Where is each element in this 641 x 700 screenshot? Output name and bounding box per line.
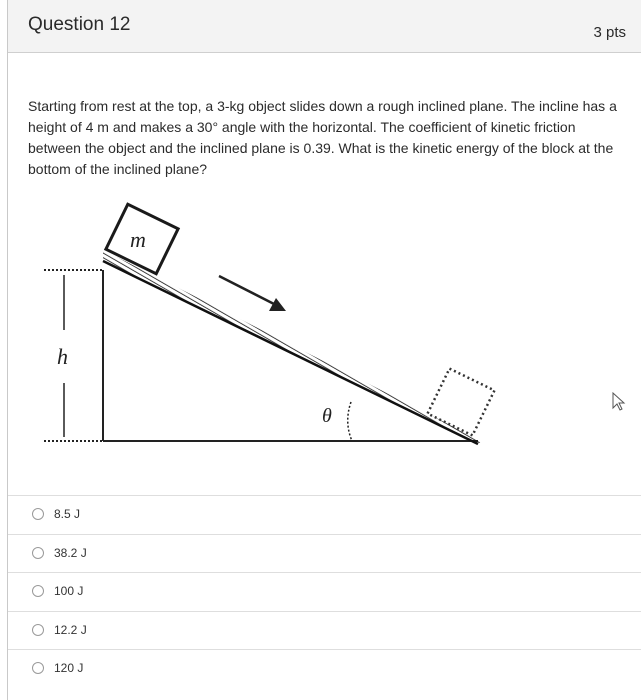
height-label: h [57,344,68,369]
question-text: Starting from rest at the top, a 3-kg object slides down a rough inclined plane. The incline has a height of 4 m and makes a 30° angle with the horizontal. The coefficient of kinetic friction between the object and the inclined plane is 0.39. What is the kinetic energy of the block at the bottom of the inclined plane? [28,98,617,177]
question-title: Question 12 [28,14,131,35]
incline-surface [103,261,478,444]
answer-option[interactable] [8,611,641,650]
answer-label[interactable]: 12.2 J [54,622,87,637]
radio-button[interactable] [32,508,44,520]
question-card [7,0,641,700]
answer-list [8,495,641,688]
answer-option[interactable] [8,649,641,688]
angle-arc [348,402,352,441]
question-points: 3 pts [593,24,626,41]
answer-label[interactable]: 38.2 J [54,545,87,560]
answer-label[interactable]: 8.5 J [54,507,81,521]
answer-option[interactable] [8,495,641,534]
radio-button[interactable] [32,662,44,674]
mouse-pointer-icon [611,392,627,412]
radio-button[interactable] [32,547,44,559]
incline-surface-hatch [103,250,482,444]
angle-label: θ [322,405,332,427]
block-mass-label: m [130,227,146,252]
answer-label[interactable]: 100 J [54,584,84,598]
incline-diagram [8,0,641,460]
motion-arrow-icon [219,276,274,304]
answer-option[interactable] [8,534,641,573]
answer-option[interactable] [8,572,641,611]
radio-button[interactable] [32,585,44,597]
answer-label[interactable]: 120 J [54,661,84,675]
motion-arrow-head-icon [269,298,286,311]
radio-button[interactable] [32,624,44,636]
